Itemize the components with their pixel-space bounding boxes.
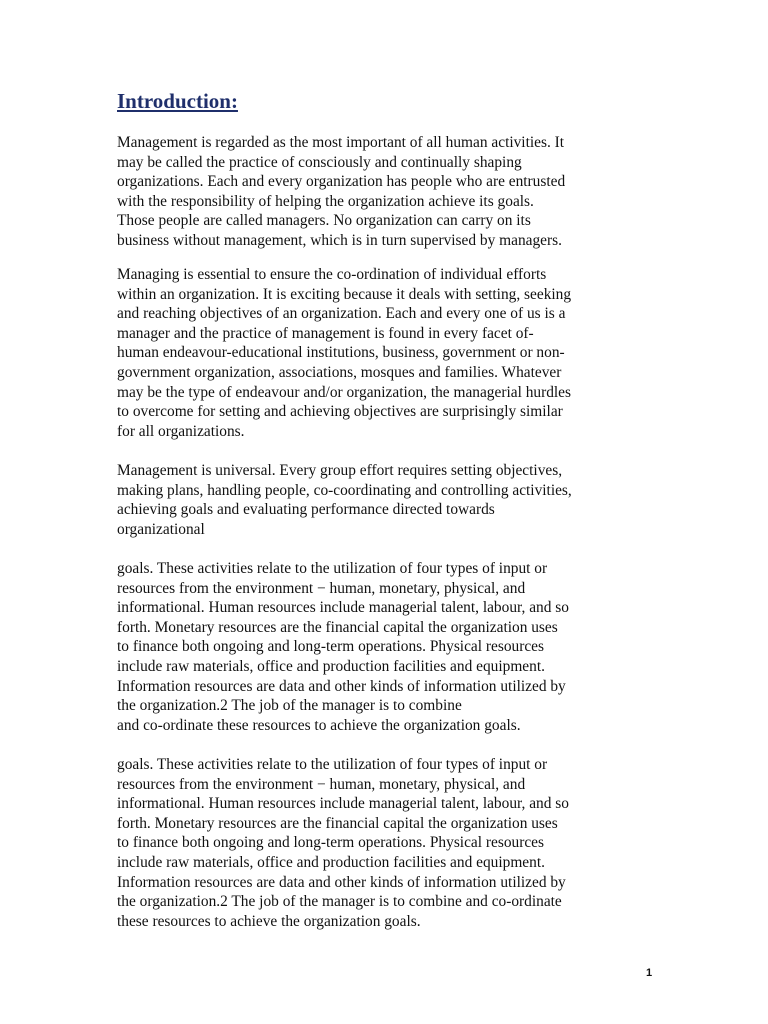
paragraph-line: organizational: [117, 520, 205, 538]
paragraph-line: informational. Human resources include managerial talent, labour, and so: [117, 795, 569, 813]
paragraph-line: may be called the practice of consciously and continually shaping: [117, 153, 522, 171]
paragraph-line: the organization.2 The job of the manager is to combine and co-ordinate: [117, 893, 562, 911]
paragraph-line: Managing is essential to ensure the co-ordination of individual efforts: [117, 266, 547, 283]
paragraph-line: goals. These activities relate to the utilization of four types of input or: [117, 756, 548, 773]
paragraph-line: to finance both ongoing and long-term operations. Physical resources: [117, 834, 544, 852]
paragraph-line: the organization.2 The job of the manager is to combine: [117, 697, 462, 715]
section-heading: Introduction:: [117, 89, 238, 113]
paragraph-line: forth. Monetary resources are the financial capital the organization uses: [117, 618, 558, 636]
paragraph-line: Information resources are data and other kinds of information utilized by: [117, 873, 566, 891]
paragraph-line: human endeavour-educational institutions, business, government or non-: [117, 344, 565, 362]
paragraph-line: resources from the environment − human, monetary, physical, and: [117, 775, 526, 793]
paragraph-line: and co-ordinate these resources to achieve the organization goals.: [117, 716, 521, 734]
paragraph-line: these resources to achieve the organization goals.: [117, 912, 421, 930]
paragraph-4: [117, 559, 677, 735]
paragraph-line: informational. Human resources include managerial talent, labour, and so: [117, 599, 569, 617]
paragraph-line: forth. Monetary resources are the financial capital the organization uses: [117, 814, 558, 832]
paragraph-line: achieving goals and evaluating performance directed towards: [117, 501, 495, 519]
page-number: 1: [646, 967, 653, 979]
paragraph-line: Information resources are data and other kinds of information utilized by: [117, 677, 566, 695]
paragraph-line: resources from the environment − human, monetary, physical, and: [117, 579, 526, 597]
paragraph-line: making plans, handling people, co-coordinating and controlling activities,: [117, 481, 572, 499]
paragraph-line: within an organization. It is exciting because it deals with setting, seeking: [117, 285, 572, 303]
paragraph-line: business without management, which is in turn supervised by managers.: [117, 231, 562, 249]
paragraph-line: Those people are called managers. No organization can carry on its: [117, 212, 531, 230]
paragraph-2: [117, 265, 677, 441]
paragraph-line: include raw materials, office and production facilities and equipment.: [117, 853, 545, 871]
paragraph-line: to finance both ongoing and long-term operations. Physical resources: [117, 638, 544, 656]
paragraph-line: to overcome for setting and achieving objectives are surprisingly similar: [117, 403, 563, 421]
paragraph-line: organizations. Each and every organization has people who are entrusted: [117, 173, 566, 191]
paragraph-line: Management is regarded as the most important of all human activities. It: [117, 134, 565, 151]
paragraph-5: [117, 755, 677, 931]
paragraph-line: for all organizations.: [117, 422, 245, 440]
paragraph-line: manager and the practice of management is found in every facet of-: [117, 324, 534, 342]
paragraph-line: and reaching objectives of an organization. Each and every one of us is a: [117, 305, 566, 323]
paragraph-1: [117, 133, 677, 251]
paragraph-line: government organization, associations, mosques and families. Whatever: [117, 363, 562, 381]
paragraph-line: with the responsibility of helping the organization achieve its goals.: [117, 192, 534, 210]
paragraph-3: [117, 461, 677, 539]
paragraph-line: Management is universal. Every group effort requires setting objectives,: [117, 462, 563, 479]
paragraph-line: may be the type of endeavour and/or organization, the managerial hurdles: [117, 383, 572, 401]
paragraph-line: include raw materials, office and production facilities and equipment.: [117, 657, 545, 675]
paragraph-line: goals. These activities relate to the utilization of four types of input or: [117, 560, 548, 577]
